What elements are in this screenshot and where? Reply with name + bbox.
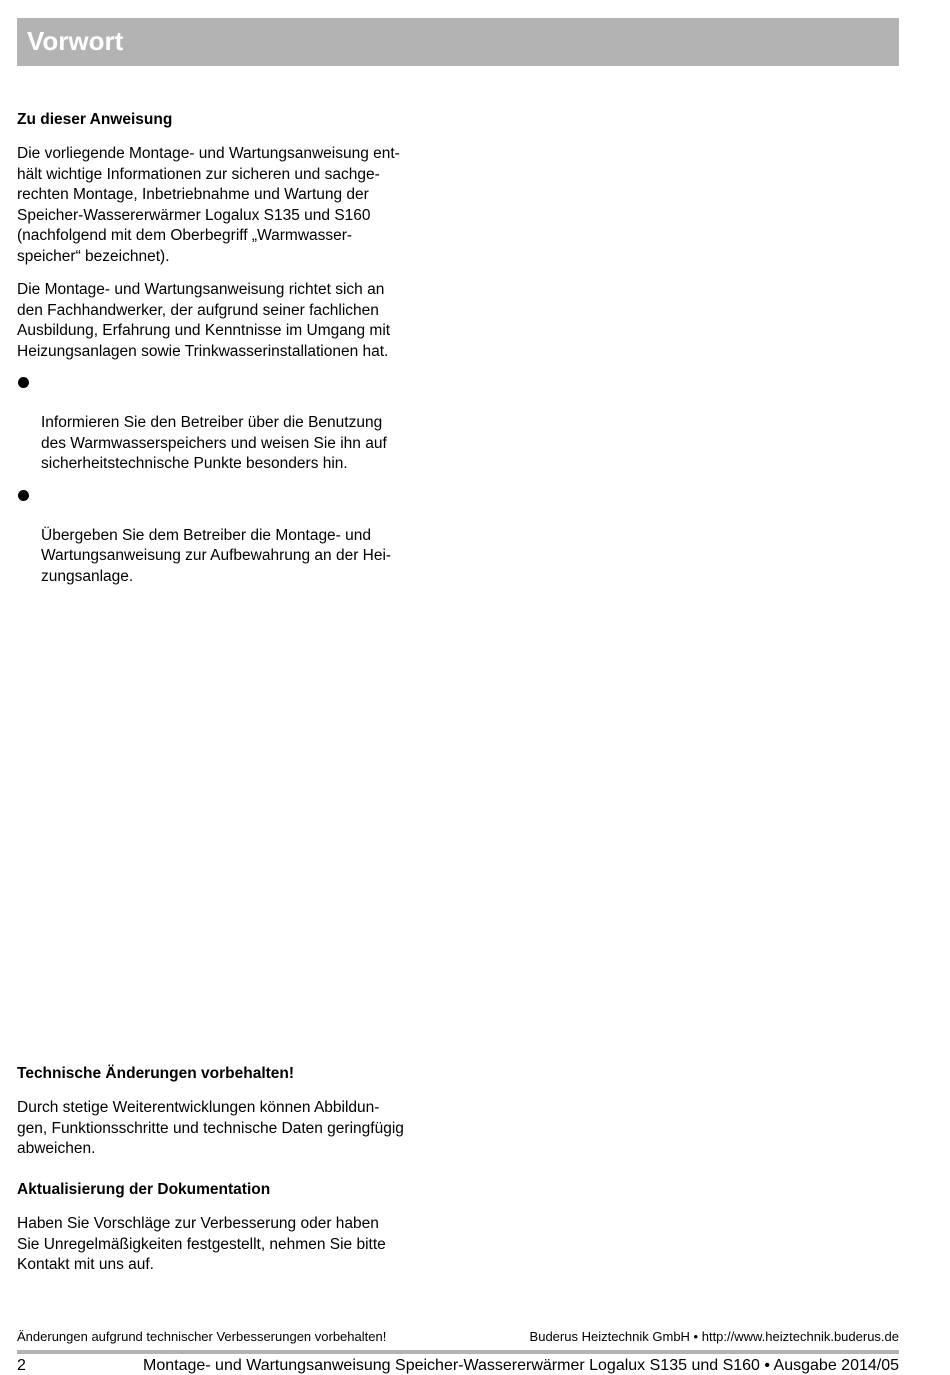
page-number: 2	[17, 1357, 26, 1374]
section-heading: Aktualisierung der Dokumentation	[17, 1181, 271, 1198]
footer-divider	[17, 1350, 899, 1354]
list-item	[17, 372, 437, 475]
list-item-text: Informieren Sie den Betreiber über die Benutzung des Warmwasserspeichers und weisen Sie ihn auf sicherheitstechnische Punkte besonders hin.	[41, 414, 387, 472]
section-updates	[17, 1180, 437, 1276]
bullet-list	[17, 372, 437, 587]
changes-paragraph: Durch stetige Weiterentwicklungen können Abbildun- gen, Funktionsschritte und technische Daten geringfügig abweichen.	[17, 1099, 404, 1157]
intro-paragraph-1: Die vorliegende Montage- und Wartungsanweisung ent- hält wichtige Informationen zur sicheren und sachge- rechten Montage, Inbetriebnahme und Wartung der Speicher-Wassererwärmer Logalux S135 und S160 (nachfolgend mit dem Oberbegriff „Warmwasser- speicher“ bezeichnet).	[17, 145, 400, 265]
section-heading: Zu dieser Anweisung	[17, 111, 173, 128]
list-item-text: Übergeben Sie dem Betreiber die Montage- und Wartungsanweisung zur Aufbewahrung an der Hei- zungsanlage.	[41, 526, 392, 585]
bullet-icon	[18, 490, 29, 501]
page-header-bar	[17, 18, 899, 66]
footer-publisher: Buderus Heiztechnik GmbH • http://www.heiztechnik.buderus.de	[529, 1329, 899, 1344]
document-title: Montage- und Wartungsanweisung Speicher-Wassererwärmer Logalux S135 und S160 • Ausgabe 2014/05	[143, 1357, 899, 1374]
list-item	[17, 485, 437, 588]
intro-paragraph-2: Die Montage- und Wartungsanweisung richtet sich an den Fachhandwerker, der aufgrund seiner fachlichen Ausbildung, Erfahrung und Kenntnisse im Umgang mit Heizungsanlagen sowie Trinkwasserinstallationen hat.	[17, 281, 391, 360]
section-heading: Technische Änderungen vorbehalten!	[17, 1065, 295, 1082]
section-changes	[17, 1064, 437, 1160]
updates-paragraph: Haben Sie Vorschläge zur Verbesserung oder haben Sie Unregelmäßigkeiten festgestellt, nehmen Sie bitte Kontakt mit uns auf.	[17, 1215, 386, 1273]
bullet-icon	[18, 377, 29, 388]
footer-note: Änderungen aufgrund technischer Verbesserungen vorbehalten!	[17, 1329, 387, 1344]
page-title: Vorwort	[27, 26, 124, 56]
section-intro	[17, 110, 437, 587]
